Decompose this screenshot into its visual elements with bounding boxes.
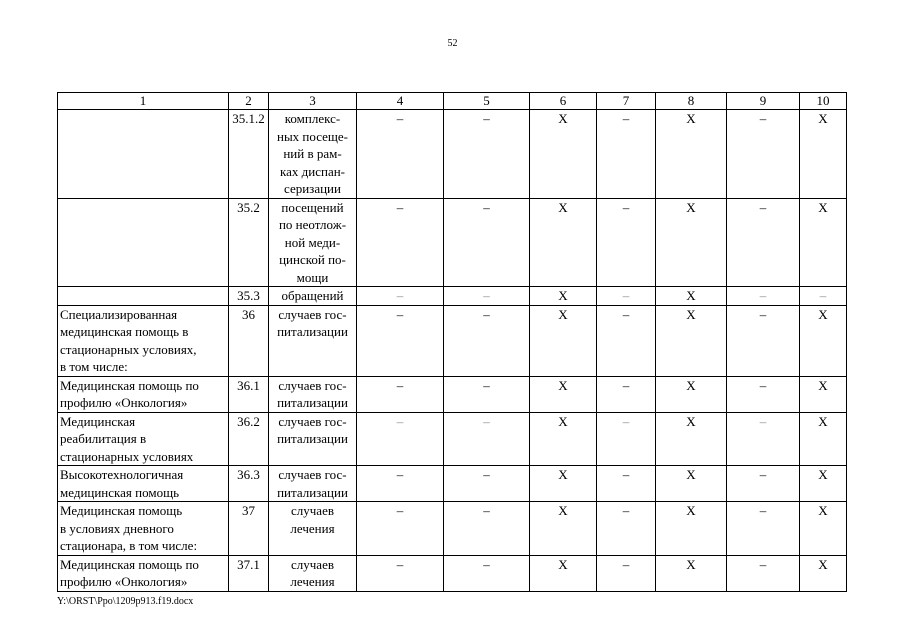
- row-unit: случаев гос- питализации: [269, 466, 357, 502]
- value-cell-col-8: Х: [656, 412, 727, 466]
- row-description: [58, 110, 229, 199]
- value-cell-col-8: Х: [656, 110, 727, 199]
- row-number: 36.3: [229, 466, 269, 502]
- value-cell-col-7: –: [597, 110, 656, 199]
- value-cell-col-4: –: [357, 376, 444, 412]
- value-cell-col-10: Х: [800, 198, 847, 287]
- row-description: Высокотехнологичная медицинская помощь: [58, 466, 229, 502]
- header-row: [58, 93, 847, 110]
- row-description: Медицинская помощь в условиях дневного стационара, в том числе:: [58, 502, 229, 556]
- value-cell-col-4: –: [357, 305, 444, 376]
- value-cell-col-4: –: [357, 287, 444, 306]
- table-row: [58, 287, 847, 306]
- row-unit: комплекс- ных посеще- ний в рам- ках диспан- серизации: [269, 110, 357, 199]
- value-cell-col-5: –: [444, 412, 530, 466]
- value-cell-col-6: Х: [530, 555, 597, 591]
- column-header-7: 7: [597, 93, 656, 110]
- value-cell-col-6: Х: [530, 376, 597, 412]
- column-header-6: 6: [530, 93, 597, 110]
- value-cell-col-4: –: [357, 412, 444, 466]
- table-row: [58, 305, 847, 376]
- value-cell-col-9: –: [727, 555, 800, 591]
- table-row: [58, 412, 847, 466]
- value-cell-col-7: –: [597, 555, 656, 591]
- column-header-4: 4: [357, 93, 444, 110]
- value-cell-col-5: –: [444, 287, 530, 306]
- value-cell-col-8: Х: [656, 555, 727, 591]
- table-row: [58, 110, 847, 199]
- value-cell-col-5: –: [444, 305, 530, 376]
- value-cell-col-8: Х: [656, 287, 727, 306]
- value-cell-col-6: Х: [530, 466, 597, 502]
- value-cell-col-6: Х: [530, 110, 597, 199]
- value-cell-col-6: Х: [530, 502, 597, 556]
- value-cell-col-10: Х: [800, 376, 847, 412]
- value-cell-col-5: –: [444, 466, 530, 502]
- value-cell-col-10: Х: [800, 110, 847, 199]
- row-description: Медицинская помощь по профилю «Онкология»: [58, 555, 229, 591]
- value-cell-col-7: –: [597, 412, 656, 466]
- table-body: [58, 110, 847, 592]
- row-number: 36.1: [229, 376, 269, 412]
- data-table: [57, 92, 847, 592]
- value-cell-col-8: Х: [656, 466, 727, 502]
- row-number: 36: [229, 305, 269, 376]
- file-path-footer: Y:\ORST\Ppo\1209p913.f19.docx: [57, 596, 194, 607]
- value-cell-col-4: –: [357, 466, 444, 502]
- value-cell-col-5: –: [444, 110, 530, 199]
- value-cell-col-8: Х: [656, 502, 727, 556]
- row-description: [58, 287, 229, 306]
- row-unit: случаев гос- питализации: [269, 305, 357, 376]
- value-cell-col-5: –: [444, 198, 530, 287]
- row-number: 37: [229, 502, 269, 556]
- column-header-5: 5: [444, 93, 530, 110]
- value-cell-col-10: Х: [800, 305, 847, 376]
- value-cell-col-4: –: [357, 555, 444, 591]
- row-number: 35.1.2: [229, 110, 269, 199]
- column-header-1: 1: [58, 93, 229, 110]
- value-cell-col-9: –: [727, 287, 800, 306]
- value-cell-col-7: –: [597, 466, 656, 502]
- value-cell-col-9: –: [727, 305, 800, 376]
- row-unit: случаев лечения: [269, 502, 357, 556]
- table-row: [58, 466, 847, 502]
- value-cell-col-10: –: [800, 287, 847, 306]
- value-cell-col-10: Х: [800, 466, 847, 502]
- value-cell-col-9: –: [727, 198, 800, 287]
- value-cell-col-8: Х: [656, 198, 727, 287]
- value-cell-col-9: –: [727, 412, 800, 466]
- value-cell-col-7: –: [597, 305, 656, 376]
- value-cell-col-4: –: [357, 110, 444, 199]
- value-cell-col-5: –: [444, 376, 530, 412]
- row-description: Медицинская реабилитация в стационарных условиях: [58, 412, 229, 466]
- value-cell-col-6: Х: [530, 412, 597, 466]
- row-number: 36.2: [229, 412, 269, 466]
- value-cell-col-5: –: [444, 555, 530, 591]
- value-cell-col-4: –: [357, 198, 444, 287]
- row-unit: случаев гос- питализации: [269, 376, 357, 412]
- value-cell-col-9: –: [727, 110, 800, 199]
- row-description: Специализированная медицинская помощь в стационарных условиях, в том числе:: [58, 305, 229, 376]
- value-cell-col-7: –: [597, 287, 656, 306]
- column-header-10: 10: [800, 93, 847, 110]
- table-row: [58, 555, 847, 591]
- value-cell-col-7: –: [597, 198, 656, 287]
- table-row: [58, 376, 847, 412]
- column-header-2: 2: [229, 93, 269, 110]
- value-cell-col-6: Х: [530, 287, 597, 306]
- row-number: 35.2: [229, 198, 269, 287]
- row-unit: случаев гос- питализации: [269, 412, 357, 466]
- value-cell-col-9: –: [727, 466, 800, 502]
- column-header-9: 9: [727, 93, 800, 110]
- table-row: [58, 502, 847, 556]
- row-unit: посещений по неотлож- ной меди- цинской по- мощи: [269, 198, 357, 287]
- row-number: 37.1: [229, 555, 269, 591]
- row-number: 35.3: [229, 287, 269, 306]
- row-description: [58, 198, 229, 287]
- value-cell-col-8: Х: [656, 376, 727, 412]
- value-cell-col-9: –: [727, 376, 800, 412]
- value-cell-col-8: Х: [656, 305, 727, 376]
- value-cell-col-6: Х: [530, 198, 597, 287]
- row-description: Медицинская помощь по профилю «Онкология»: [58, 376, 229, 412]
- value-cell-col-10: Х: [800, 412, 847, 466]
- column-header-8: 8: [656, 93, 727, 110]
- value-cell-col-10: Х: [800, 555, 847, 591]
- value-cell-col-9: –: [727, 502, 800, 556]
- value-cell-col-7: –: [597, 376, 656, 412]
- value-cell-col-10: Х: [800, 502, 847, 556]
- value-cell-col-4: –: [357, 502, 444, 556]
- row-unit: случаев лечения: [269, 555, 357, 591]
- value-cell-col-6: Х: [530, 305, 597, 376]
- page-number: 52: [447, 38, 458, 49]
- table-row: [58, 198, 847, 287]
- value-cell-col-7: –: [597, 502, 656, 556]
- column-header-3: 3: [269, 93, 357, 110]
- row-unit: обращений: [269, 287, 357, 306]
- value-cell-col-5: –: [444, 502, 530, 556]
